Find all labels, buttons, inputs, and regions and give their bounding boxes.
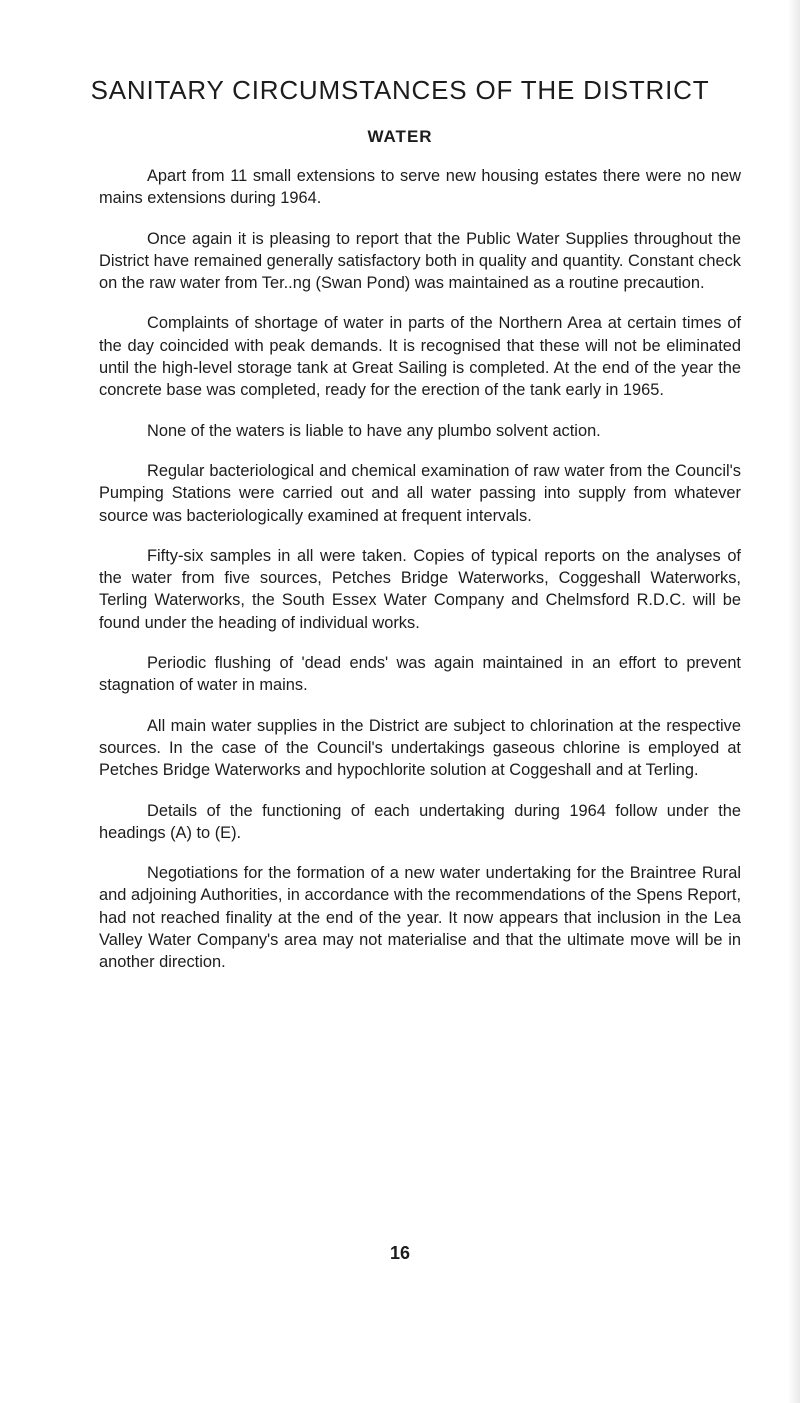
paragraph: All main water supplies in the District are subject to chlorination at the respective sources. In the case of the Council's undertakings gaseous chlorine is employed at Petches Bridge Waterworks and hypochlorite solution at Coggeshall and at Terling. [99, 716, 741, 780]
paragraph: Details of the functioning of each undertaking during 1964 follow under the headings (A) to (E). [99, 801, 741, 842]
page-title: SANITARY CIRCUMSTANCES OF THE DISTRICT [90, 75, 710, 105]
paragraph: Complaints of shortage of water in parts of the Northern Area at certain times of the day coincided with peak demands. It is recognised that these will not be eliminated until the high-level storage tank at Great Sailing is completed. At the end of the year the concrete base was completed, ready for the erection of the tank early in 1965. [99, 314, 741, 400]
paragraph: Negotiations for the formation of a new water undertaking for the Braintree Rural and adjoining Authorities, in accordance with the recommendations of the Spens Report, had not reached finality at the end of the year. It now appears that inclusion in the Lea Valley Water Company's area may not materialise and that the ultimate move will be in another direction. [99, 864, 741, 972]
paragraph: Once again it is pleasing to report that the Public Water Supplies throughout the District have remained generally satisfactory both in quality and quantity. Constant check on the raw water from Ter..ng (Swan Pond) was maintained as a routine precaution. [99, 229, 741, 293]
page-number: 16 [389, 1243, 411, 1263]
body-text [99, 165, 741, 992]
section-heading: WATER [367, 127, 433, 146]
paragraph: None of the waters is liable to have any plumbo solvent action. [147, 421, 601, 440]
paragraph: Periodic flushing of 'dead ends' was again maintained in an effort to prevent stagnation of water in mains. [99, 654, 741, 695]
page-edge-shadow [788, 0, 800, 1403]
paragraph: Regular bacteriological and chemical examination of raw water from the Council's Pumping Stations were carried out and all water passing into supply from whatever source was bacteriologically examined at frequent intervals. [99, 461, 741, 525]
paragraph: Fifty-six samples in all were taken. Copies of typical reports on the analyses of the water from five sources, Petches Bridge Waterworks, Coggeshall Waterworks, Terling Waterworks, the South Essex Water Company and Chelmsford R.D.C. will be found under the heading of individual works. [99, 546, 741, 632]
paragraph: Apart from 11 small extensions to serve new housing estates there were no new mains extensions during 1964. [99, 167, 741, 208]
